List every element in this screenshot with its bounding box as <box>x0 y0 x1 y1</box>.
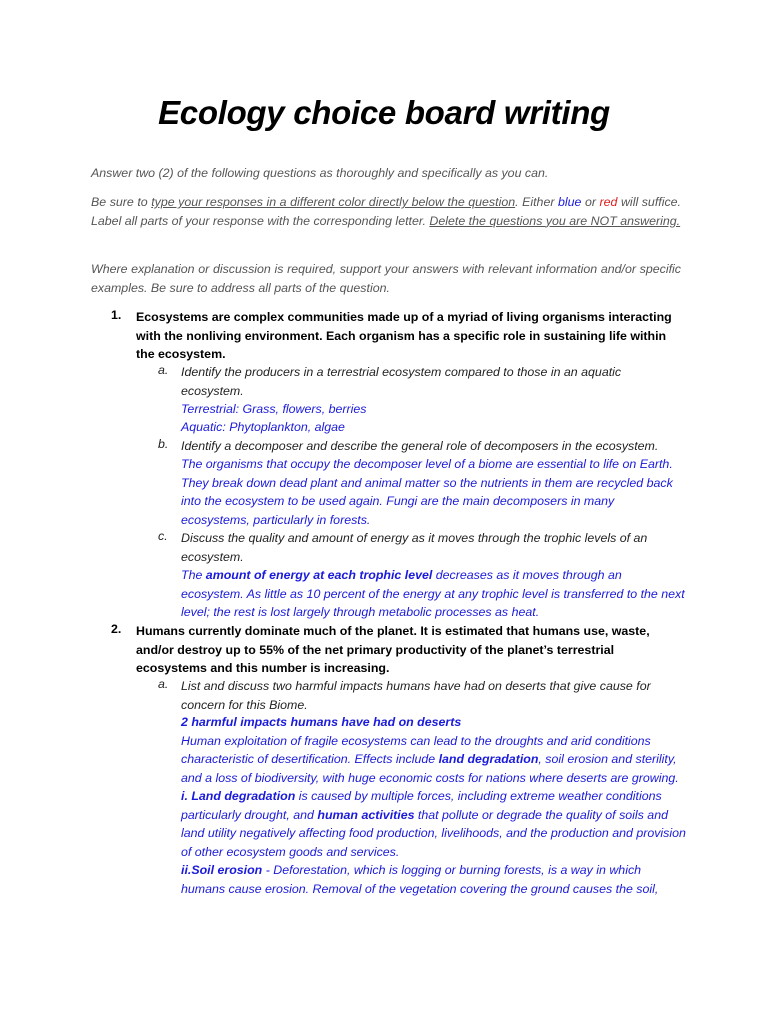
q1-b-text: Identify a decomposer and describe the general role of decomposers in the ecosystem. <box>181 439 659 453</box>
q1-b-letter: b. <box>158 437 169 451</box>
q1-b-answer: The organisms that occupy the decomposer level of a biome are essential to life on Earth. They break down dead plant and animal matter so the nutrients in them are recycled back into the ecosystem to be used again. Fungi are the main decomposers in many ecosystems, particularly in forests. <box>181 457 673 527</box>
q1-a-letter: a. <box>158 363 169 377</box>
answer-paragraph-3: ii.Soil erosion - Deforestation, which is logging or burning forests, is a way in which humans cause erosion. Removal of the vegetation covering the ground causes the soil, <box>181 863 659 896</box>
instruction-support: Where explanation or discussion is required, support your answers with relevant information and/or specific examples. Be sure to address all parts of the question. <box>91 262 681 295</box>
question-2-text: Humans currently dominate much of the planet. It is estimated that humans use, waste, and/or destroy up to 55% of the net primary productivity of the planet’s terrestrial ecosystems and this number is increasing. <box>136 624 650 675</box>
red-word: red <box>599 195 618 209</box>
instruction-color: Be sure to type your responses in a different color directly below the question. Either blue or red will suffice. Label all parts of your response with the corresponding letter. Delete the questions you are NOT answering. <box>91 195 681 228</box>
question-1-number: 1. <box>111 308 122 322</box>
q2-a-letter: a. <box>158 677 169 691</box>
q1-a-text: Identify the producers in a terrestrial ecosystem compared to those in an aquatic ecosystem. <box>181 365 622 398</box>
answer-paragraph-2: i. Land degradation is caused by multiple forces, including extreme weather conditions particularly drought, and human activities that pollute or degrade the quality of soils and land utility negatively affecting food production, livelihoods, and the production and provision of other ecosystem goods and services. <box>181 789 686 859</box>
q1-a-answer-aquatic: Aquatic: Phytoplankton, algae <box>181 420 345 434</box>
blue-word: blue <box>558 195 582 209</box>
question-2-number: 2. <box>111 622 122 636</box>
answer-paragraph-1: Human exploitation of fragile ecosystems can lead to the droughts and arid conditions characteristic of desertification. Effects include land degradation, soil erosion and sterility, and a loss of biodiversity, with huge economic costs for nations where deserts are growing. <box>181 733 679 785</box>
q1-c-text: Discuss the quality and amount of energy as it moves through the trophic levels of an ecosystem. <box>181 531 648 564</box>
answer-heading: 2 harmful impacts humans have had on deserts <box>181 715 462 729</box>
question-1-text: Ecosystems are complex communities made up of a myriad of living organisms interacting with the nonliving environment. Each organism has a specific role in sustaining life within the ecosystem. <box>136 310 672 361</box>
q1-c-answer: The amount of energy at each trophic level decreases as it moves through an ecosystem. As little as 10 percent of the energy at any trophic level is transferred to the next level; the rest is lost largely through metabolic processes as heat. <box>181 568 685 619</box>
q1-c-letter: c. <box>158 529 168 543</box>
page-title: Ecology choice board writing <box>158 94 610 131</box>
q2-a-text: List and discuss two harmful impacts humans have had on deserts that give cause for concern for this Biome. <box>181 679 651 712</box>
q1-a-answer-terrestrial: Terrestrial: Grass, flowers, berries <box>181 402 367 416</box>
q2-a-answer <box>181 713 686 898</box>
instruction-line: Answer two (2) of the following questions as thoroughly and specifically as you can. <box>91 166 549 180</box>
